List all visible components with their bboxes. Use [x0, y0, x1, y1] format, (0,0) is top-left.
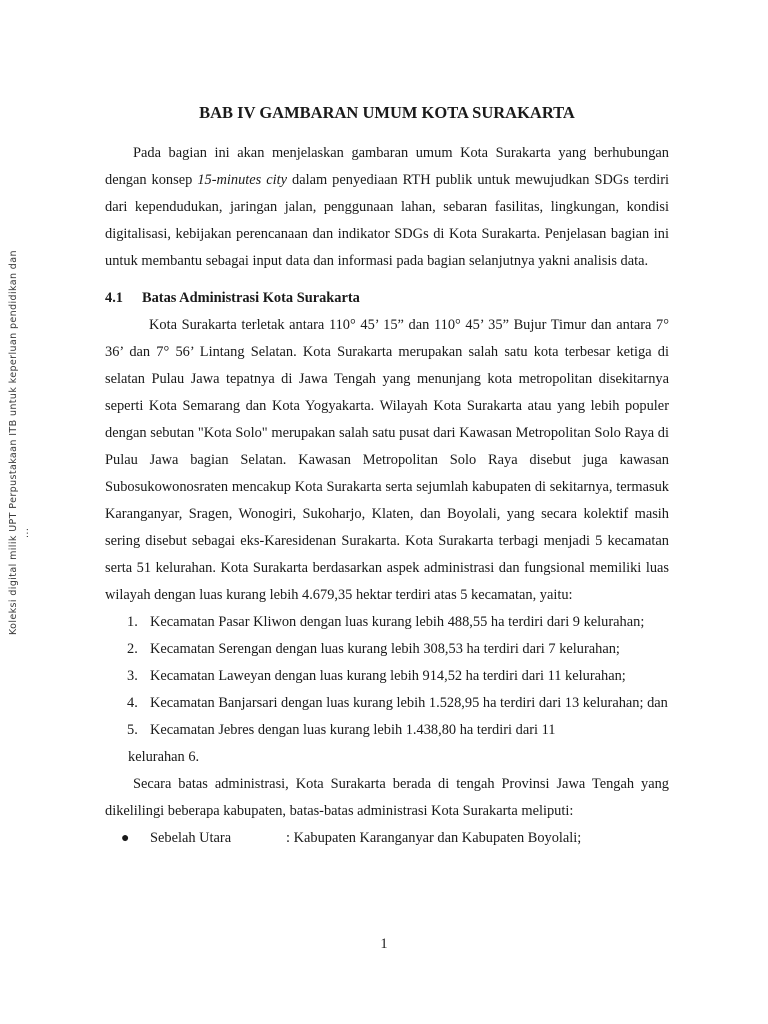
list-item-number: 2. [127, 641, 138, 657]
list-item [105, 663, 669, 690]
list-item-number: 5. [127, 722, 138, 738]
border-paragraph: Secara batas administrasi, Kota Surakarta berada di tengah Provinsi Jawa Tengah yang dikelilingi beberapa kabupaten, batas-batas administrasi Kota Surakarta meliputi: [105, 776, 669, 819]
page-number: 1 [380, 936, 388, 952]
intro-italic-term: 15-minutes city [197, 172, 288, 188]
list-item [105, 609, 669, 636]
kecamatan-list [105, 609, 669, 744]
intro-text-1: Pada bagian ini akan menjelaskan gambaran umum Kota Surakarta yang berhubungan dengan konsep [105, 145, 669, 188]
page-body [105, 100, 669, 852]
border-item [105, 825, 669, 852]
section-heading [105, 285, 669, 312]
watermark-line-1: Koleksi digital milik UPT Perpustakaan ITB untuk keperluan pendidikan dan [8, 250, 19, 635]
chapter-title: BAB IV GAMBARAN UMUM KOTA SURAKARTA [199, 103, 575, 122]
list-item-number: 1. [127, 614, 138, 630]
section-title: Batas Administrasi Kota Surakarta [142, 290, 360, 306]
watermark-line-2: ... [20, 527, 31, 538]
intro-paragraph [105, 140, 669, 275]
list-item [105, 690, 669, 717]
section-number: 4.1 [105, 290, 123, 306]
list-item-text: Kecamatan Serengan dengan luas kurang lebih 308,53 ha terdiri dari 7 kelurahan; [150, 641, 620, 657]
list-item [105, 636, 669, 663]
list-item-text: Kecamatan Pasar Kliwon dengan luas kurang lebih 488,55 ha terdiri dari 9 kelurahan; [150, 614, 645, 630]
watermark [8, 250, 38, 640]
border-label: Sebelah Utara [150, 830, 232, 846]
list-item-number: 3. [127, 668, 138, 684]
list-item-text: Kecamatan Banjarsari dengan luas kurang lebih 1.528,95 ha terdiri dari 13 kelurahan; dan [150, 695, 668, 711]
bullet-icon: ● [121, 831, 130, 846]
list-item-number: 4. [127, 695, 138, 711]
list-item [105, 717, 669, 744]
list-continuation: kelurahan 6. [128, 749, 200, 765]
border-value: : Kabupaten Karanganyar dan Kabupaten Boyolali; [286, 830, 582, 846]
intro-text-2: dalam penyediaan RTH publik untuk mewujudkan SDGs terdiri dari kependudukan, jaringan jalan, penggunaan lahan, sebaran fasilitas, lingkungan, kondisi digitalisasi, kebijakan perencanaan dan indikator SDGs di Kota Surakarta. Penjelasan bagian ini untuk membantu sebagai input data dan informasi pada bagian selanjutnya yakni analisis data. [105, 172, 669, 269]
section-paragraph: Kota Surakarta terletak antara 110° 45’ 15” dan 110° 45’ 35” Bujur Timur dan antara 7° 36’ dan 7° 56’ Lintang Selatan. Kota Surakarta merupakan salah satu kota terbesar ketiga di selatan Pulau Jawa tepatnya di Jawa Tengah yang menunjang kota metropolitan disekitarnya seperti Kota Semarang dan Kota Yogyakarta. Wilayah Kota Surakarta atau yang lebih populer dengan sebutan "Kota Solo" merupakan salah satu pusat dari Kawasan Metropolitan Solo Raya di Pulau Jawa bagian Selatan. Kawasan Metropolitan Solo Raya disebut juga kawasan Subosukowonosraten mencakup Kota Surakarta serta sejumlah kabupaten di sekitarnya, termasuk Karanganyar, Sragen, Wonogiri, Sukoharjo, Klaten, dan Boyolali, yang secara kolektif masih sering disebut sebagai eks-Karesidenan Surakarta. Kota Surakarta terbagi menjadi 5 kecamatan serta 51 kelurahan. Kota Surakarta berdasarkan aspek administrasi dan fungsional memiliki luas wilayah dengan luas kurang lebih 4.679,35 hektar terdiri atas 5 kecamatan, yaitu: [105, 317, 669, 603]
border-list [105, 825, 669, 852]
list-item-text: Kecamatan Laweyan dengan luas kurang lebih 914,52 ha terdiri dari 11 kelurahan; [150, 668, 626, 684]
list-item-text: Kecamatan Jebres dengan luas kurang lebih 1.438,80 ha terdiri dari 11 [150, 722, 556, 738]
